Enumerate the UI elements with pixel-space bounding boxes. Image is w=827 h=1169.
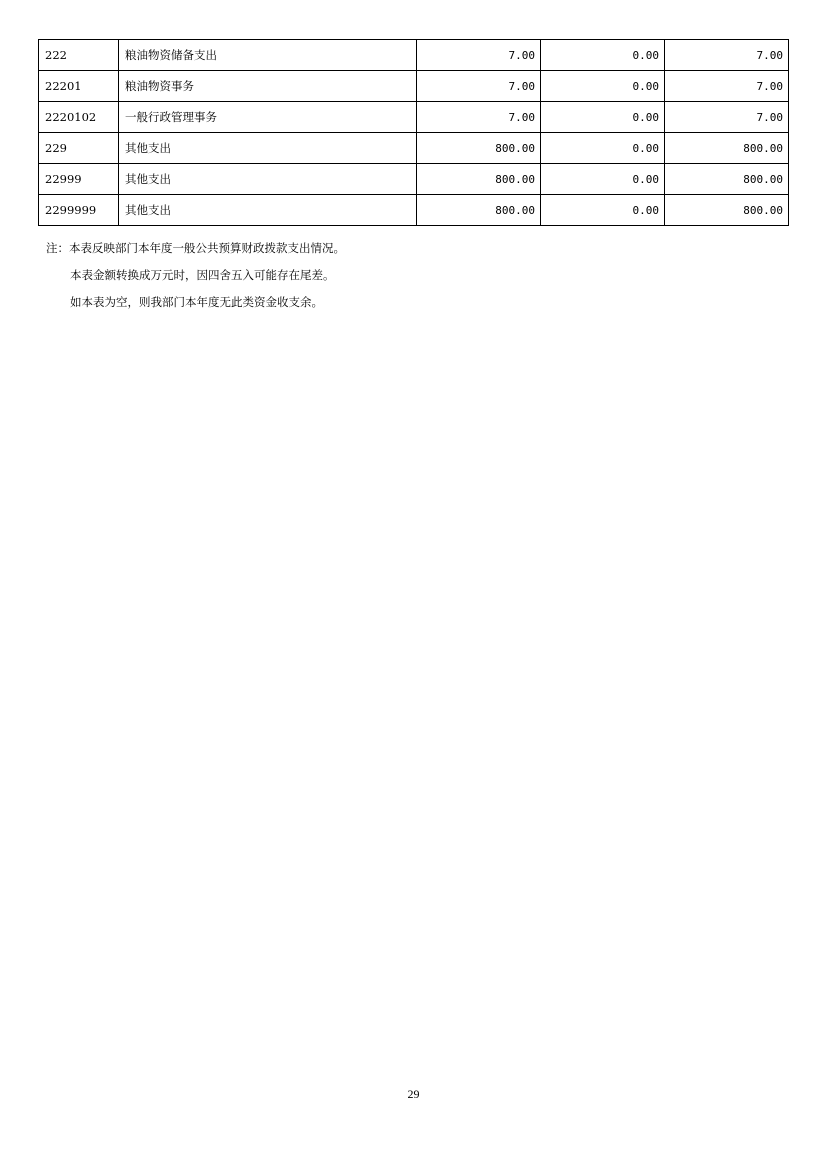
- row-name: 一般行政管理事务: [119, 102, 417, 133]
- note-line: 本表金额转换成万元时，因四舍五入可能存在尾差。: [70, 268, 335, 282]
- row-project: 7.00: [665, 102, 789, 133]
- row-total: 800.00: [417, 133, 541, 164]
- row-code: 22999: [39, 164, 119, 195]
- row-basic: 0.00: [541, 102, 665, 133]
- table-row: [39, 195, 789, 226]
- row-name: 其他支出: [119, 195, 417, 226]
- row-code: 2220102: [39, 102, 119, 133]
- page-number: 29: [407, 1087, 420, 1101]
- table-row: [39, 71, 789, 102]
- expenditure-table: [38, 39, 789, 226]
- note-line: 如本表为空，则我部门本年度无此类资金收支余。: [70, 295, 323, 309]
- row-code: 229: [39, 133, 119, 164]
- row-basic: 0.00: [541, 40, 665, 71]
- row-total: 7.00: [417, 40, 541, 71]
- table-row: [39, 40, 789, 71]
- table-row: [39, 164, 789, 195]
- row-basic: 0.00: [541, 164, 665, 195]
- table-notes: [46, 235, 345, 316]
- table-row: [39, 133, 789, 164]
- row-total: 7.00: [417, 102, 541, 133]
- row-name: 粮油物资储备支出: [119, 40, 417, 71]
- row-name: 其他支出: [119, 164, 417, 195]
- row-code: 2299999: [39, 195, 119, 226]
- row-basic: 0.00: [541, 195, 665, 226]
- row-project: 7.00: [665, 40, 789, 71]
- row-project: 7.00: [665, 71, 789, 102]
- table-row: [39, 102, 789, 133]
- row-basic: 0.00: [541, 71, 665, 102]
- row-basic: 0.00: [541, 133, 665, 164]
- row-code: 222: [39, 40, 119, 71]
- row-total: 800.00: [417, 164, 541, 195]
- expenditure-table-body: [39, 40, 789, 226]
- row-project: 800.00: [665, 133, 789, 164]
- row-name: 粮油物资事务: [119, 71, 417, 102]
- row-project: 800.00: [665, 195, 789, 226]
- note-line: 注：本表反映部门本年度一般公共预算财政拨款支出情况。: [46, 241, 345, 255]
- row-project: 800.00: [665, 164, 789, 195]
- row-total: 7.00: [417, 71, 541, 102]
- row-total: 800.00: [417, 195, 541, 226]
- row-code: 22201: [39, 71, 119, 102]
- row-name: 其他支出: [119, 133, 417, 164]
